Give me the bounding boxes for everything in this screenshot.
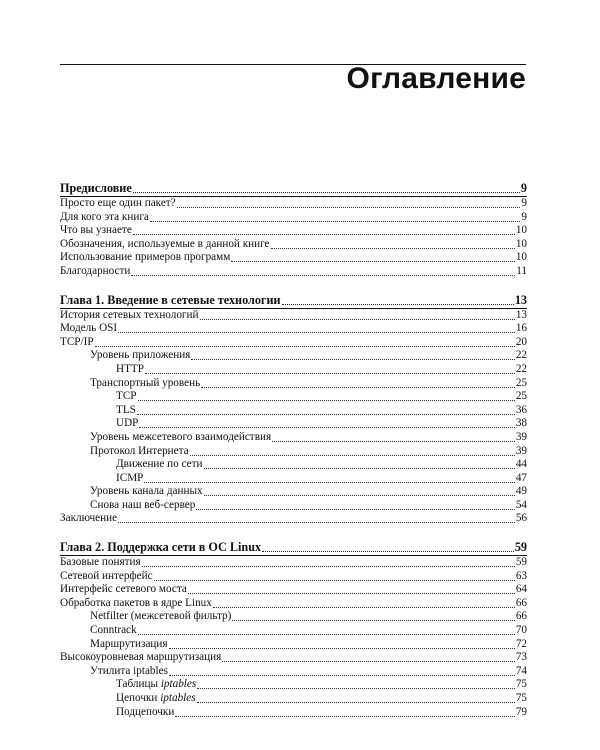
- dot-leader: [138, 391, 515, 401]
- entry-title: [90, 638, 168, 652]
- entry-page-number: 39: [515, 444, 527, 457]
- entry-page-number: 79: [515, 705, 527, 718]
- entry-page-number: 74: [515, 664, 527, 677]
- toc-entry[interactable]: [60, 512, 527, 526]
- entry-title: [90, 445, 189, 459]
- entry-title-text: Подцепочки: [116, 705, 175, 718]
- entry-page-number: 9: [521, 197, 527, 209]
- toc-entry[interactable]: [60, 485, 527, 499]
- toc-entry[interactable]: [60, 692, 527, 706]
- entry-page-number: 10: [515, 251, 527, 264]
- entry-title: [116, 390, 137, 404]
- entry-page-number: 10: [515, 224, 527, 237]
- toc-entry[interactable]: [60, 458, 527, 472]
- dot-leader: [213, 598, 515, 608]
- entry-title: [60, 309, 199, 323]
- dot-leader: [231, 252, 515, 262]
- entry-title-text: Уровень межсетевого взаимодействия: [90, 430, 272, 443]
- toc-entry[interactable]: [60, 309, 527, 323]
- dot-leader: [282, 294, 514, 305]
- toc-entry[interactable]: [60, 349, 527, 363]
- entry-title: [116, 706, 174, 720]
- dot-leader: [137, 405, 515, 415]
- toc-entry[interactable]: [60, 445, 527, 459]
- entry-title-italic: iptables: [160, 692, 196, 704]
- toc-entry[interactable]: [60, 224, 527, 238]
- dot-leader: [131, 266, 515, 276]
- entry-title: [60, 583, 187, 597]
- toc-entry[interactable]: [60, 706, 527, 720]
- chapter-page-number: 13: [514, 292, 527, 307]
- toc-entry[interactable]: [60, 336, 527, 350]
- dot-leader: [177, 198, 521, 208]
- entry-title-italic: iptables: [160, 678, 197, 691]
- entry-title: [60, 211, 149, 225]
- entry-title-text: Netfilter (межсетевой фильтр): [90, 610, 232, 623]
- toc-entry[interactable]: [60, 431, 527, 445]
- entry-title: [90, 499, 195, 513]
- entry-title-text: Использование примеров программ: [60, 251, 231, 264]
- dot-leader: [169, 666, 515, 676]
- dot-leader: [118, 513, 515, 523]
- toc-entry[interactable]: [60, 265, 527, 279]
- entry-title: [60, 322, 117, 336]
- entry-page-number: 44: [515, 458, 527, 471]
- entry-title-text: Обозначения, используемые в данной книге: [60, 237, 270, 250]
- entry-page-number: 56: [515, 512, 527, 525]
- toc-entry[interactable]: [60, 665, 527, 679]
- entry-title-text: Просто еще один пакет?: [60, 197, 176, 209]
- dot-leader: [169, 639, 515, 649]
- entry-title-text: Conntrack: [90, 624, 137, 637]
- entry-title-text: ICMP: [116, 471, 144, 484]
- entry-page-number: 11: [516, 264, 527, 277]
- entry-title-text: Интерфейс сетевого моста: [60, 583, 187, 596]
- toc-entry[interactable]: [60, 390, 527, 404]
- toc-entry[interactable]: [60, 404, 527, 418]
- entry-title: [60, 251, 230, 265]
- toc-entry[interactable]: [60, 570, 527, 584]
- entry-title-text: Заключение: [60, 512, 118, 525]
- toc-entry[interactable]: [60, 678, 527, 692]
- entry-page-number: 49: [515, 485, 527, 498]
- entry-page-number: 22: [515, 349, 527, 362]
- toc-chapter-entry[interactable]: [60, 293, 527, 308]
- entry-title-text: Цепочки: [116, 692, 161, 704]
- entry-title-text: Благодарности: [60, 264, 131, 277]
- toc-entry[interactable]: [60, 472, 527, 486]
- entry-title-text: История сетевых технологий: [60, 308, 199, 321]
- toc-entry[interactable]: [60, 610, 527, 624]
- entry-page-number: 59: [515, 556, 527, 569]
- toc-entry[interactable]: [60, 363, 527, 377]
- toc-entry[interactable]: [60, 556, 527, 570]
- entry-title-text: Что вы узнаете: [60, 224, 132, 237]
- entry-title: [60, 224, 132, 238]
- entry-title: [116, 363, 144, 377]
- entry-title-text: Протокол Интернета: [90, 444, 189, 457]
- toc-entry[interactable]: [60, 624, 527, 638]
- toc-entry[interactable]: [60, 651, 527, 665]
- section-gap: [60, 526, 527, 540]
- dot-leader: [232, 611, 514, 621]
- entry-page-number: 54: [515, 498, 527, 511]
- toc-entry[interactable]: [60, 597, 527, 611]
- dot-leader: [144, 473, 514, 483]
- entry-page-number: 75: [515, 678, 527, 691]
- entry-title: [90, 431, 271, 445]
- entry-title-text: UDP: [116, 417, 139, 430]
- entry-page-number: 25: [515, 376, 527, 389]
- entry-page-number: 66: [515, 596, 527, 609]
- entry-title-text: Обработка пакетов в ядре Linux: [60, 596, 212, 609]
- entry-title: [116, 472, 143, 486]
- entry-title-text: TLS: [116, 403, 136, 416]
- dot-leader: [196, 500, 514, 510]
- entry-title-text: Таблицы: [116, 678, 161, 691]
- dot-leader: [118, 323, 515, 333]
- dot-leader: [138, 625, 515, 635]
- entry-title: [116, 404, 136, 418]
- entry-title: [90, 610, 231, 624]
- dot-leader: [95, 337, 515, 347]
- entry-page-number: 75: [515, 692, 527, 704]
- page-title: Оглавление: [346, 62, 526, 95]
- entry-page-number: 63: [515, 569, 527, 582]
- toc-entry[interactable]: [60, 322, 527, 336]
- dot-leader: [204, 486, 515, 496]
- entry-page-number: 47: [515, 471, 527, 484]
- entry-page-number: 10: [515, 237, 527, 250]
- entry-title-text: Утилита iptables: [90, 664, 168, 677]
- toc-entry[interactable]: [60, 499, 527, 513]
- dot-leader: [188, 584, 515, 594]
- entry-title: [60, 197, 176, 211]
- toc-entry[interactable]: [60, 197, 527, 211]
- chapter-page-number: 9: [520, 181, 527, 195]
- toc-entry[interactable]: [60, 238, 527, 252]
- entry-title: [60, 570, 153, 584]
- entry-page-number: 73: [515, 651, 527, 664]
- dot-leader: [262, 541, 514, 552]
- entry-title: [60, 238, 270, 252]
- table-of-contents: [60, 181, 527, 719]
- entry-title: [90, 624, 137, 638]
- entry-page-number: 38: [515, 417, 527, 430]
- dot-leader: [272, 432, 515, 442]
- dot-leader: [190, 446, 515, 456]
- toc-entry[interactable]: [60, 638, 527, 652]
- dot-leader: [271, 239, 515, 249]
- entry-page-number: 66: [515, 610, 527, 623]
- dot-leader: [175, 707, 514, 717]
- chapter-page-number: 59: [514, 540, 527, 555]
- entry-title-text: HTTP: [116, 362, 144, 375]
- chapter-title: Глава 2. Поддержка сети в ОС Linux: [60, 540, 262, 555]
- dot-leader: [197, 693, 515, 703]
- entry-title: [60, 556, 141, 570]
- toc-chapter-entry[interactable]: [60, 540, 527, 555]
- entry-title: [116, 692, 196, 706]
- dot-leader: [197, 679, 515, 689]
- section-gap: [60, 279, 527, 293]
- entry-title-text: Высокоуровневая маршрутизация: [60, 651, 222, 664]
- toc-entry[interactable]: [60, 211, 527, 225]
- chapter-title: Глава 1. Введение в сетевые технологии: [60, 292, 281, 307]
- dot-leader: [200, 310, 515, 320]
- entry-title-text: Сетевой интерфейс: [60, 569, 153, 582]
- entry-page-number: 72: [515, 637, 527, 650]
- dot-leader: [139, 418, 514, 428]
- entry-title-text: Для кого эта книга: [60, 210, 149, 223]
- dot-leader: [145, 364, 515, 374]
- dot-leader: [204, 459, 515, 469]
- entry-title-text: Движение по сети: [116, 458, 203, 471]
- entry-title: [90, 377, 200, 391]
- entry-title-text: Снова наш веб-сервер: [90, 498, 196, 511]
- entry-page-number: 9: [521, 210, 527, 223]
- dot-leader: [150, 212, 521, 222]
- entry-title: [90, 349, 190, 363]
- entry-title-text: Базовые понятия: [60, 556, 141, 569]
- entry-title-text: Транспортный уровень: [90, 376, 201, 389]
- entry-title-text: Маршрутизация: [90, 637, 168, 650]
- entry-page-number: 13: [515, 308, 527, 321]
- toc-entry[interactable]: [60, 251, 527, 265]
- entry-page-number: 22: [515, 362, 527, 375]
- entry-page-number: 70: [515, 624, 527, 637]
- entry-page-number: 39: [515, 430, 527, 443]
- dot-leader: [133, 225, 515, 235]
- entry-title: [90, 665, 168, 679]
- entry-title: [90, 485, 203, 499]
- entry-title: [60, 512, 117, 526]
- entry-page-number: 25: [515, 390, 527, 403]
- dot-leader: [133, 182, 520, 193]
- entry-title: [60, 597, 212, 611]
- entry-page-number: 20: [515, 335, 527, 348]
- entry-page-number: 64: [515, 583, 527, 596]
- dot-leader: [154, 571, 515, 581]
- entry-title-text: Модель OSI: [60, 322, 118, 335]
- dot-leader: [142, 557, 515, 567]
- entry-title-text: TCP: [116, 390, 137, 403]
- toc-entry[interactable]: [60, 417, 527, 431]
- entry-title: [116, 678, 196, 692]
- dot-leader: [201, 378, 515, 388]
- entry-page-number: 36: [515, 403, 527, 416]
- entry-title: [116, 458, 203, 472]
- toc-entry[interactable]: [60, 583, 527, 597]
- entry-title-text: TCP/IP: [60, 335, 94, 348]
- entry-title: [60, 336, 94, 350]
- dot-leader: [222, 652, 515, 662]
- toc-chapter-entry[interactable]: [60, 181, 527, 196]
- toc-entry[interactable]: [60, 377, 527, 391]
- entry-title: [60, 265, 130, 279]
- chapter-title: Предисловие: [60, 181, 132, 195]
- entry-title-text: Уровень канала данных: [90, 485, 203, 498]
- entry-title: [60, 651, 221, 665]
- entry-page-number: 16: [515, 322, 527, 335]
- dot-leader: [191, 350, 514, 360]
- entry-title-text: Уровень приложения: [90, 349, 191, 362]
- entry-title: [116, 417, 138, 431]
